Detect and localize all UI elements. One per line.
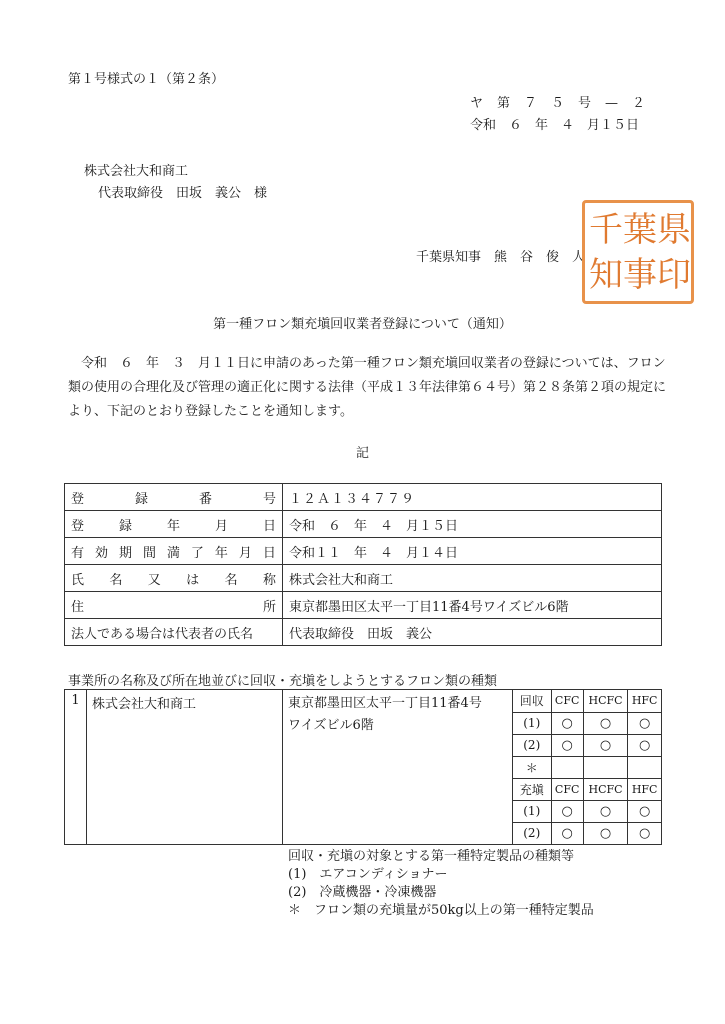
label-char: 所 (262, 599, 276, 615)
empty-cell (551, 756, 583, 778)
note-item: (1) エアコンディショナー (288, 867, 448, 882)
circle-mark: ○ (583, 734, 627, 756)
office-section-title: 事業所の名称及び所在地並びに回収・充塡をしようとするフロン類の種類 (68, 674, 498, 689)
empty-cell (583, 756, 627, 778)
col-cfc: CFC (551, 778, 583, 800)
label-char: 満 (166, 545, 180, 561)
row-label: (1) (513, 800, 551, 822)
circle-mark: ○ (551, 822, 583, 844)
circle-mark: ○ (583, 800, 627, 822)
label-chars (71, 542, 276, 561)
label-char: 名 (109, 572, 123, 588)
label-char: は (186, 572, 200, 588)
ki-heading: 記 (355, 446, 369, 461)
seal-char: 知 (589, 254, 623, 295)
label-char: 月 (214, 518, 228, 534)
seal-char: 事 (623, 254, 657, 295)
address-line: 東京都墨田区太平一丁目11番4号 (288, 696, 482, 711)
label-address (65, 592, 283, 619)
label-char: 録 (134, 491, 148, 507)
note-title: 回収・充塡の対象とする第一種特定製品の種類等 (288, 849, 575, 864)
seal-char: 千 (589, 209, 623, 250)
col-hfc: HFC (628, 778, 661, 800)
label-registration-number (65, 484, 283, 511)
official-seal-stamp (582, 200, 694, 304)
circle-mark: ○ (628, 800, 661, 822)
label-char: 又 (147, 572, 161, 588)
label-chars (71, 515, 276, 534)
label-expiry-date (65, 538, 283, 565)
value-representative: 代表取締役 田坂 義公 (283, 619, 662, 646)
registration-table (64, 483, 662, 646)
label-chars (71, 488, 276, 507)
office-number: 1 (65, 690, 87, 845)
label-char: 年 (214, 545, 228, 561)
label-chars (71, 623, 276, 642)
note-item: ＊ フロン類の充塡量が50kg以上の第一種特定製品 (288, 903, 594, 918)
refrigerant-types (513, 690, 662, 845)
recipient-company: 株式会社大和商工 (84, 164, 189, 179)
address-line: ワイズビル6階 (288, 718, 374, 733)
label-chars (71, 596, 276, 615)
table-row (65, 484, 662, 511)
col-hcfc: HCFC (583, 690, 627, 712)
table-row (65, 592, 662, 619)
col-hfc: HFC (628, 690, 661, 712)
circle-mark: ○ (628, 734, 661, 756)
row-label: (2) (513, 822, 551, 844)
label-char: 称 (262, 572, 276, 588)
circle-mark: ○ (551, 712, 583, 734)
label-char: 法人である場合は代表者の氏名 (71, 626, 254, 642)
label-char: 了 (190, 545, 204, 561)
label-char: 効 (94, 545, 108, 561)
seal-char: 印 (657, 254, 691, 295)
gas-type-table (513, 690, 661, 844)
body-paragraph: 令和 ６ 年 ３ 月１１日に申請のあった第一種フロン類充塡回収業者の登録については、フロン類の使用の合理化及び管理の適正化に関する法律（平成１３年法律第６４号）第２８条第２項の規定により、下記のとおり登録したことを通知します。 (68, 356, 667, 419)
label-name (65, 565, 283, 592)
kaishu-label: 回収 (513, 690, 551, 712)
label-char: 日 (262, 518, 276, 534)
circle-mark: ○ (551, 734, 583, 756)
circle-mark: ○ (628, 822, 661, 844)
circle-mark: ○ (583, 712, 627, 734)
label-char: 有 (71, 545, 85, 561)
note-item: (2) 冷蔵機器・冷凍機器 (288, 885, 437, 900)
label-char: 住 (71, 599, 85, 615)
label-representative (65, 619, 283, 646)
label-char: 年 (166, 518, 180, 534)
table-row (65, 538, 662, 565)
value-name: 株式会社大和商工 (283, 565, 662, 592)
label-char: 録 (118, 518, 132, 534)
sender-governor: 千葉県知事 熊 谷 俊 人 (416, 250, 586, 265)
seal-char: 県 (657, 209, 691, 250)
col-hcfc: HCFC (583, 778, 627, 800)
form-number: 第１号様式の１（第２条） (68, 72, 225, 87)
label-char: 期 (118, 545, 132, 561)
circle-mark: ○ (583, 822, 627, 844)
circle-mark: ○ (628, 712, 661, 734)
label-char: 登 (71, 518, 85, 534)
value-registration-number: １２Ａ１３４７７９ (283, 484, 662, 511)
label-chars (71, 569, 276, 588)
circle-mark: ○ (551, 800, 583, 822)
label-char: 氏 (71, 572, 85, 588)
row-label-star: ＊ (513, 756, 551, 778)
label-char: 間 (142, 545, 156, 561)
office-address (283, 690, 513, 845)
row-label: (1) (513, 712, 551, 734)
table-row (65, 690, 662, 845)
reference-number: ヤ 第 ７ ５ 号 — ２ (470, 96, 646, 111)
table-row (65, 565, 662, 592)
label-char: 番 (198, 491, 212, 507)
office-table (64, 689, 662, 845)
label-registration-date (65, 511, 283, 538)
label-char: 登 (71, 491, 85, 507)
recipient-representative: 代表取締役 田坂 義公 様 (98, 186, 268, 201)
table-row (65, 619, 662, 646)
label-char: 号 (262, 491, 276, 507)
seal-char: 葉 (623, 209, 657, 250)
office-name: 株式会社大和商工 (87, 690, 283, 845)
label-char: 名 (224, 572, 238, 588)
label-char: 日 (262, 545, 276, 561)
empty-cell (628, 756, 661, 778)
value-registration-date: 令和 ６ 年 ４ 月１５日 (283, 511, 662, 538)
label-char: 月 (238, 545, 252, 561)
row-label: (2) (513, 734, 551, 756)
col-cfc: CFC (551, 690, 583, 712)
juten-label: 充塡 (513, 778, 551, 800)
notes-block (288, 848, 594, 920)
value-expiry-date: 令和１１ 年 ４ 月１４日 (283, 538, 662, 565)
table-row (65, 511, 662, 538)
document-subject: 第一種フロン類充塡回収業者登録について（通知） (213, 317, 512, 332)
value-address: 東京都墨田区太平一丁目11番4号ワイズビル6階 (283, 592, 662, 619)
issue-date: 令和 ６ 年 ４ 月１５日 (470, 118, 640, 133)
